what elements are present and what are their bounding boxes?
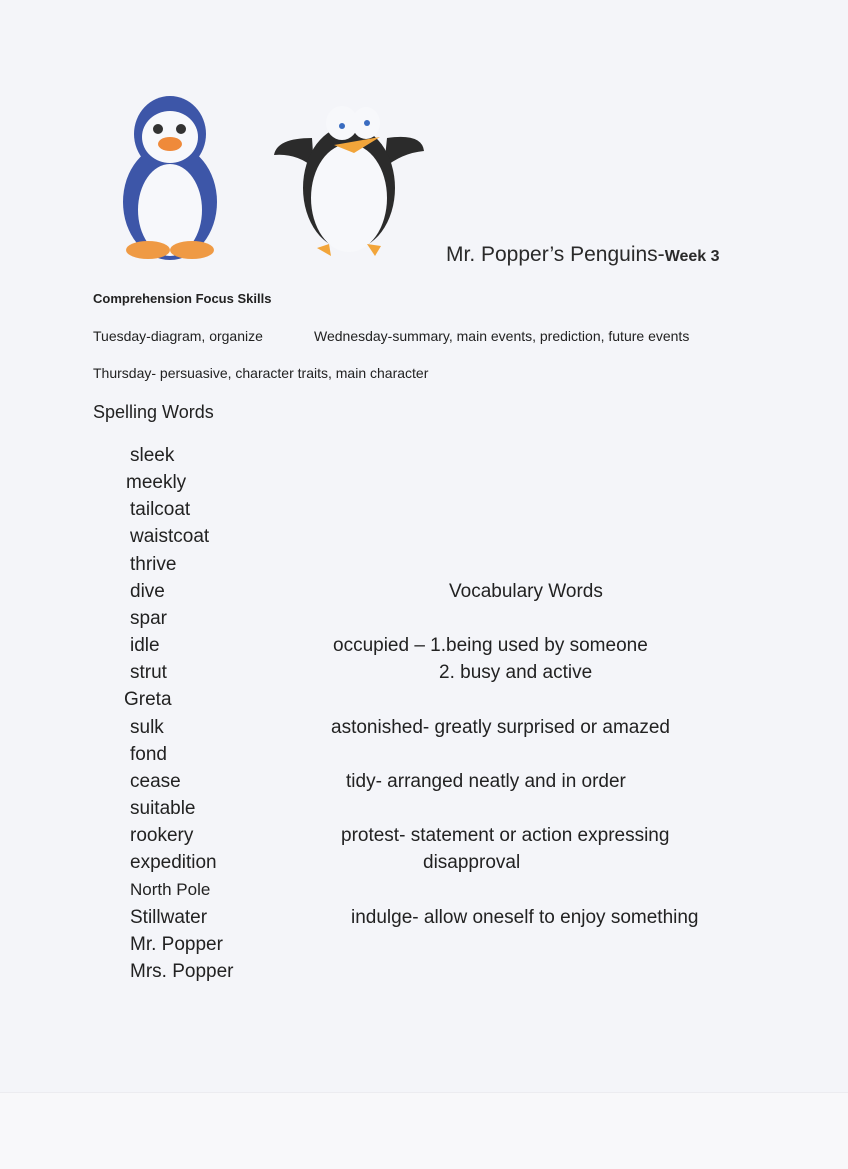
spelling-word: tailcoat — [130, 499, 191, 520]
wednesday-skills: Wednesday-summary, main events, prediction, future events — [314, 328, 690, 344]
spelling-heading: Spelling Words — [93, 402, 214, 422]
spelling-word: dive — [130, 581, 165, 602]
spelling-word: fond — [130, 744, 167, 765]
black-penguin-illustration — [272, 93, 427, 263]
spelling-word: idle — [130, 635, 160, 656]
scan-bottom-edge — [0, 1092, 848, 1169]
vocab-entry-tidy: tidy- arranged neatly and in order — [346, 771, 626, 792]
document-title — [446, 243, 720, 267]
spelling-word: Stillwater — [130, 907, 208, 928]
title-week: Week 3 — [664, 248, 720, 265]
thursday-skills: Thursday- persuasive, character traits, main character — [93, 365, 429, 381]
spelling-word: waistcoat — [130, 526, 210, 547]
spelling-word: suitable — [130, 798, 196, 819]
spelling-word: North Pole — [130, 880, 211, 899]
spelling-word: cease — [130, 771, 181, 792]
vocab-entry-protest: protest- statement or action expressing — [341, 825, 670, 846]
spelling-word: sleek — [130, 445, 175, 466]
spelling-word: Mr. Popper — [130, 934, 223, 955]
spelling-word: sulk — [130, 717, 164, 738]
spelling-word: Greta — [124, 689, 172, 710]
vocab-entry-indulge: indulge- allow oneself to enjoy something — [351, 907, 699, 928]
vocab-entry-occupied: occupied – 1.being used by someone — [333, 635, 648, 656]
spelling-word: spar — [130, 608, 167, 629]
vocabulary-heading: Vocabulary Words — [449, 581, 603, 602]
vocab-entry-protest-2: disapproval — [423, 852, 521, 873]
comprehension-heading: Comprehension Focus Skills — [93, 291, 272, 306]
tuesday-skills: Tuesday-diagram, organize — [93, 328, 263, 344]
spelling-word: meekly — [126, 472, 187, 493]
spelling-word: thrive — [130, 554, 177, 575]
spelling-word: expedition — [130, 852, 217, 873]
vocab-entry-astonished: astonished- greatly surprised or amazed — [331, 717, 671, 738]
spelling-word: strut — [130, 662, 167, 683]
spelling-word: rookery — [130, 825, 194, 846]
title-main: Mr. Popper’s Penguins- — [446, 243, 665, 266]
blue-penguin-illustration — [115, 92, 225, 262]
vocab-entry-occupied-2: 2. busy and active — [439, 662, 593, 683]
spelling-word: Mrs. Popper — [130, 961, 234, 982]
